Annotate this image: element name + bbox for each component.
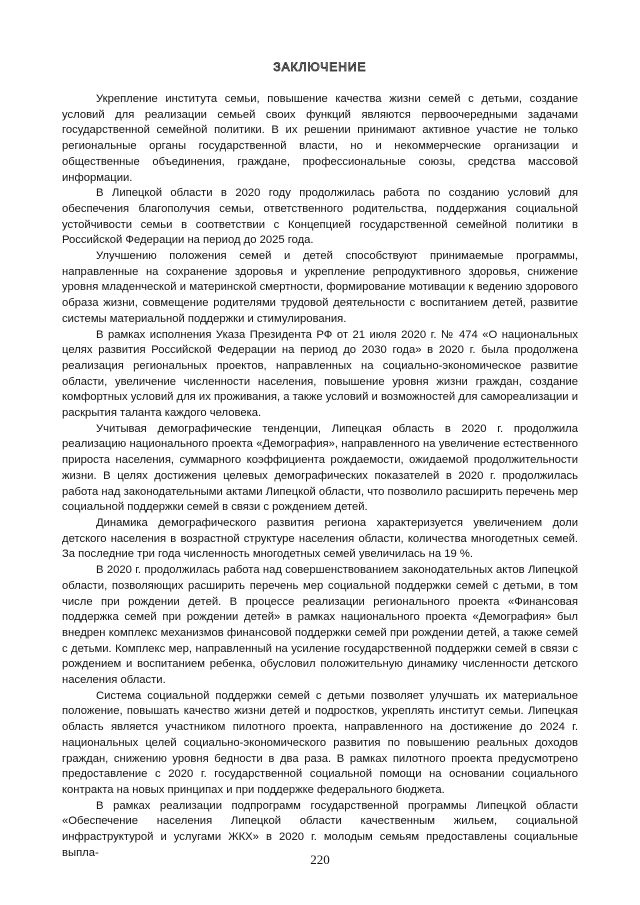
paragraph-4: В рамках исполнения Указа Президента РФ от 21 июля 2020 г. № 474 «О национальных целях развития Российской Федерации на период до 2030 года» в 2020 г. была продолжена реализация региональных проектов, направленных на социально-экономическое развитие области, увеличение численности населения, повышение уровня жизни граждан, создание комфортных условий для их проживания, а также условий и возможностей для самореализации и раскрытия таланта каждого человека. (62, 328, 578, 420)
paragraph-8: Система социальной поддержки семей с детьми позволяет улучшать их материальное положение, повышать качество жизни детей и подростков, укреплять институт семьи. Липецкая область является участником пилотного проекта, направленного на достижение до 2024 г. национальных целей социально-экономического развития по повышению реальных доходов граждан, снижению уровня бедности в два раза. В рамках пилотного проекта предусмотрено предоставление с 2020 г. государственной социальной помощи на основании социального контракта на новых принципах и при поддержке федерального бюджета. (62, 689, 578, 796)
page-number: 220 (310, 852, 330, 867)
paragraph-2: В Липецкой области в 2020 году продолжилась работа по созданию условий для обеспечения благополучия семьи, ответственного родительства, поддержания социальной устойчивости семьи в соответствии с Концепцией государственной семейной политики в Российской Федерации на период до 2025 года. (62, 187, 578, 247)
page-title: ЗАКЛЮЧЕНИЕ (273, 60, 367, 74)
paragraph-6: Динамика демографического развития региона характеризуется увеличением доли детского населения в возрастной структуре населения области, количества многодетных семей. За последние три года численность многодетных семей увеличилась на 19 %. (62, 516, 578, 561)
paragraph-9: В рамках реализации подпрограмм государственной программы Липецкой области «Обеспечение населения Липецкой области качественным жильем, социальной инфраструктурой и услугами ЖКХ» в 2020 г. молодым семьям предоставлены социальные выпла- (62, 799, 578, 859)
paragraph-7: В 2020 г. продолжилась работа над совершенствованием законодательных актов Липецкой области, позволяющих расширить перечень мер социальной поддержки семей с детьми, в том числе при рождении детей. В процессе реализации регионального проекта «Финансовая поддержка семей при рождении детей» в рамках национального проекта «Демография» был внедрен комплекс механизмов финансовой поддержки семей при рождении детей, а также семей с детьми. Комплекс мер, направленный на усиление государственной поддержки семей в связи с рождением и воспитанием ребенка, обусловил положительную динамику численности детского населения области. (62, 564, 578, 687)
paragraph-1: Укрепление института семьи, повышение качества жизни семей с детьми, создание условий для реализации семьей своих функций являются первоочередными задачами государственной семейной политики. В их решении принимают активное участие не только региональные органы государственной власти, но и некоммерческие организации и общественные объединения, граждане, профессиональные союзы, средства массовой информации. (62, 93, 578, 184)
body-text (62, 92, 578, 861)
paragraph-3: Улучшению положения семей и детей способствуют принимаемые программы, направленные на сохранение здоровья и укрепление репродуктивного здоровья, снижение уровня младенческой и материнской смертности, формирование мотивации к ведению здорового образа жизни, совмещение родителями трудовой деятельности с воспитанием детей, развитие системы материальной поддержки и стимулирования. (62, 250, 578, 325)
paragraph-5: Учитывая демографические тенденции, Липецкая область в 2020 г. продолжила реализацию национального проекта «Демография», направленного на увеличение естественного прироста населения, суммарного коэффициента рождаемости, ожидаемой продолжительности жизни. В целях достижения целевых демографических показателей в 2020 г. продолжилась работа над законодательными актами Липецкой области, что позволило расширить перечень мер социальной поддержки семей в связи с рождением детей. (62, 422, 578, 514)
